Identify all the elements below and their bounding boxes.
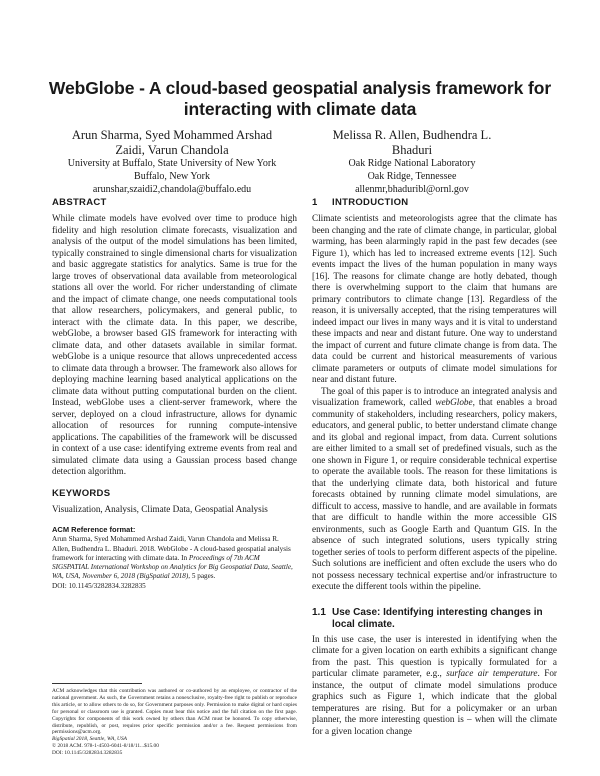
- keywords-heading: KEYWORDS: [52, 487, 111, 499]
- paper-title: WebGlobe - A cloud-based geospatial analysis framework for interacting with climate data: [48, 78, 552, 119]
- intro-p2-text-b: , that enables a broad community of stakeholders, including researchers, policy makers, educators, and general public, to better understand climate change and its global and regional impact, from data. Current solutions are either limited to a small set of predefined visuals, such as the one shown in Figure 1, or require considerable technical expertise to operate the available tools. The reason for these limitations is that the underlying climate data, both historical and future forecasts obtained by running climate model simulations, are difficult to access, massive to handle, and are available in formats that are difficult to handle within the more accessible GIS environments, such as Google Earth and Quantum GIS. In the absence of such integrated solutions, users typically string together series of tools to perform different aspects of the pipeline. Such solutions are inefficient and often exclude the users who do not possess necessary technical expertise and/or infrastructure to execute the different tools within the pipeline.: [312, 397, 558, 591]
- footnote-venue: BigSpatial 2018, Seattle, WA, USA: [52, 736, 127, 743]
- acm-reference-venue: Proceedings of 7th ACM SIGSPATIAL International Workshop on Analytics for Big Geospatial Data, Seattle, WA, USA, November 6, 2018 (BigSpatial 2018),: [52, 553, 293, 581]
- footnote-doi: DOI: 10.1145/3282834.3282835: [52, 750, 123, 757]
- usecase-paragraph: [312, 634, 557, 738]
- copyright-footnote: [52, 688, 297, 757]
- author-city: Oak Ridge, Tennessee: [367, 171, 457, 183]
- intro-paragraph-1: Climate scientists and meteorologists agree that the climate has been changing and the rate of climate change, in particular, global warming, has been alarmingly rapid in the past few decades (see Figure 1), which has led to increased extreme events [12]. Such events impact the lives of the human population in many ways [16]. The reasons for climate change are hotly debated, though there is overwhelming support to the claim that humans are primary contributors to climate change [13]. Regardless of the reason, it is universally accepted, that the rising temperatures will indeed impact our lives in many ways and it is vital to understand these impacts and near and distant future. One way to understand the impact of current and future climate change is from data. The data could be current and historical measurements of various climate parameters or outputs of climate model simulations for near and distant future.: [312, 213, 557, 384]
- author-affiliation: Oak Ridge National Laboratory: [348, 158, 476, 169]
- left-column: [52, 197, 297, 591]
- acm-reference-pages: 5 pages.: [191, 572, 216, 581]
- intro-paragraph-2: [312, 386, 557, 593]
- author-block-right: [312, 128, 512, 197]
- usecase-text-b: . For instance, the output of climate model simulations produce graphics such as Figure 1, which indicate that the global temperatures are rising. But for a policymaker or an urban planner, the more interesting question is – when will the climate for a given location change: [312, 668, 557, 736]
- acm-reference-authors: Arun Sharma, Syed Mohammed Arshad Zaidi, Varun Chandola and Melissa R. Allen, Budhendra L. Bhaduri. 2018. WebGlobe - A cloud-based geospatial analysis framework for interacting with climate data. In: [52, 535, 291, 562]
- acm-reference: [52, 525, 297, 591]
- author-names: Melissa R. Allen, Budhendra L. Bhaduri: [332, 128, 492, 157]
- author-city: Buffalo, New York: [134, 171, 210, 183]
- section-title: INTRODUCTION: [332, 197, 409, 208]
- keywords-text: Visualization, Analysis, Climate Data, Geospatial Analysis: [52, 503, 268, 514]
- footnote-rule: [52, 683, 142, 684]
- intro-p2-text-a: The goal of this paper is to introduce an integrated analysis and visualization framework, called: [312, 385, 557, 407]
- author-email: allenmr,bhaduribl@ornl.gov: [355, 184, 469, 196]
- author-names: Arun Sharma, Syed Mohammed Arshad Zaidi, Varun Chandola: [71, 128, 273, 157]
- author-email: arunshar,szaidi2,chandola@buffalo.edu: [92, 184, 252, 196]
- intro-heading: [312, 197, 557, 209]
- subsection-number: 1.1: [312, 606, 326, 618]
- footnote-text: ACM acknowledges that this contribution was authored or co-authored by an employee, or contractor of the national government. As such, the Government retains a nonexclusive, royalty-free right to publish or reproduce this article, or to allow others to do so, for Government purposes only. Permission to make digital or hard copies for personal or classroom use is granted. Copies must bear this notice and the full citation on the first page. Copyrights for components of this work owned by others than ACM must be honored. To copy otherwise, distribute, republish, or post, requires prior specific permission and/or a fee. Request permissions from permissions@acm.org.: [52, 688, 297, 736]
- acm-reference-doi: DOI: 10.1145/3282834.3282835: [52, 581, 146, 590]
- acm-reference-label: ACM Reference format:: [52, 525, 136, 534]
- footnote-copyright: © 2018 ACM. 978-1-4503-6041-8/18/11...$15.00: [52, 743, 159, 750]
- usecase-emphasis: surface air temperature: [446, 668, 538, 678]
- usecase-heading: [312, 607, 557, 631]
- usecase-text-a: In this use case, the user is interested in identifying when the climate for a given location on earth exhibits a significant change from the past. This question is typically formulated for a particular climate parameter, e.g.,: [312, 633, 557, 678]
- author-block-left: [62, 128, 282, 197]
- abstract-text: While climate models have evolved over time to produce high fidelity and high resolution climate forecasts, visualization and analysis of the output of the model simulations has been limited, typically constrained to single dimensional charts for visualization and basic aggregate statistics for analytics. Same is true for the large troves of observational data available from meteorological stations all over the world. For richer understanding of climate and the impact of climate change, one needs computational tools that allow researchers, policymakers, and general public, to interact with the climate data. In this paper, we describe, webGlobe, a browser based GIS framework for interacting with climate data, and other datasets available in similar format. webGlobe is a unique resource that allows unprecedented access to climate data through a browser. The framework also allows for deploying machine learning based analytical applications on the climate data without putting computational burden on the client. Instead, webGlobe uses a client-server framework, where the server, deployed on a cloud infrastructure, allows for dynamic allocation of resources for running compute-intensive applications. The capabilities of the framework will be discussed in context of a use case: identifying extreme events from real and simulated climate data using a Gaussian process based change detection algorithm.: [52, 213, 297, 476]
- subsection-title: Use Case: Identifying interesting changes in local climate.: [332, 606, 543, 630]
- abstract-heading: ABSTRACT: [52, 197, 107, 208]
- intro-p2-emphasis: webGlobe: [435, 397, 473, 407]
- section-number: 1: [312, 197, 318, 208]
- right-column: [312, 197, 557, 737]
- author-affiliation: University at Buffalo, State University of New York: [67, 158, 277, 169]
